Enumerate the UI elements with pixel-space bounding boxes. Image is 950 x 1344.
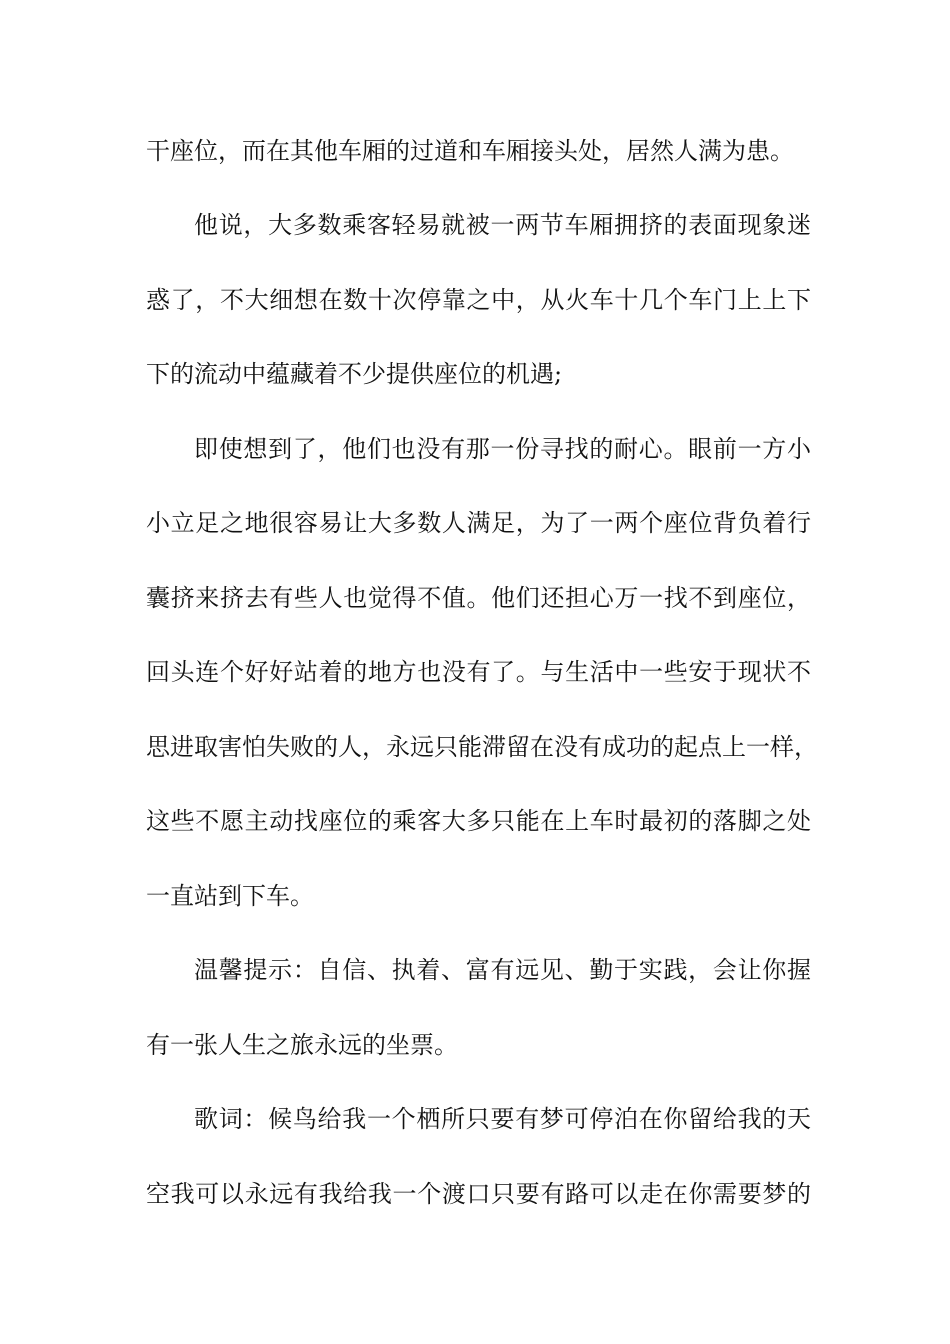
paragraph-first-line: 歌词：候鸟给我一个栖所只要有梦可停泊在你留给我的天	[194, 1105, 811, 1133]
text-line: 一直站到下车。	[146, 882, 314, 910]
paragraph-first-line: 温馨提示：自信、执着、富有远见、勤于实践，会让你握	[194, 956, 811, 984]
text-line: 小立足之地很容易让大多数人满足，为了一两个座位背负着行	[146, 509, 811, 537]
text-line: 这些不愿主动找座位的乘客大多只能在上车时最初的落脚之处	[146, 807, 811, 835]
text-line: 下的流动中蕴藏着不少提供座位的机遇;	[146, 360, 563, 388]
paragraph-first-line: 即使想到了，他们也没有那一份寻找的耐心。眼前一方小	[194, 435, 811, 463]
text-line: 有一张人生之旅永远的坐票。	[146, 1031, 458, 1059]
paragraph-first-line: 他说，大多数乘客轻易就被一两节车厢拥挤的表面现象迷	[194, 211, 811, 239]
text-line: 空我可以永远有我给我一个渡口只要有路可以走在你需要梦的	[146, 1180, 811, 1208]
text-line: 干座位，而在其他车厢的过道和车厢接头处，居然人满为患。	[146, 137, 794, 165]
text-line: 回头连个好好站着的地方也没有了。与生活中一些安于现状不	[146, 658, 811, 686]
text-line: 惑了，不大细想在数十次停靠之中，从火车十几个车门上上下	[146, 286, 811, 314]
text-line: 囊挤来挤去有些人也觉得不值。他们还担心万一找不到座位，	[146, 584, 811, 612]
text-line: 思进取害怕失败的人，永远只能滞留在没有成功的起点上一样，	[146, 733, 818, 761]
